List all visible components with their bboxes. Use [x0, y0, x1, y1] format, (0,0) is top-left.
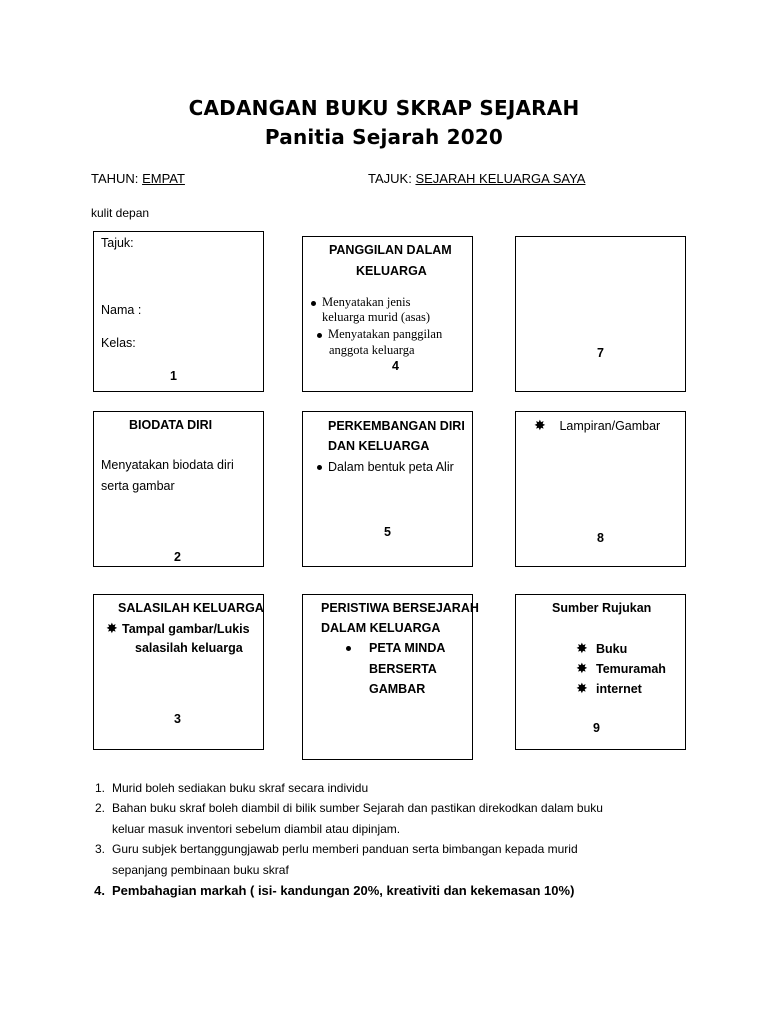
cover-tajuk-label: Tajuk:	[101, 236, 134, 250]
document-title: CADANGAN BUKU SKRAP SEJARAH	[188, 96, 580, 120]
bullet-item-cont: BERSERTA	[369, 662, 437, 676]
box-title: PERKEMBANGAN DIRI	[328, 419, 465, 433]
box-number: 5	[384, 525, 391, 539]
note-item-cont: keluar masuk inventori sebelum diambil atau dipinjam.	[112, 822, 401, 836]
note-item: 4. Pembahagian markah ( isi- kandungan 20%, kreativiti dan kekemasan 10%)	[94, 883, 575, 898]
box-title: KELUARGA	[356, 264, 427, 278]
box-1-cover	[93, 231, 264, 392]
bullet-icon	[317, 333, 322, 338]
box-number: 4	[392, 359, 399, 373]
asterisk-bullet-icon: ✸	[534, 417, 546, 433]
tajuk-field	[368, 171, 585, 186]
star-item: ✸ internet	[576, 680, 642, 696]
box-text: serta gambar	[101, 479, 175, 493]
asterisk-bullet-icon: ✸	[576, 660, 588, 676]
note-item: 3. Guru subjek bertanggungjawab perlu memberi panduan serta bimbangan kepada murid	[94, 842, 578, 856]
cover-nama-label: Nama :	[101, 303, 142, 317]
note-item-cont: sepanjang pembinaan buku skraf	[112, 863, 289, 877]
asterisk-bullet-icon: ✸	[106, 620, 118, 636]
tajuk-value: SEJARAH KELUARGA SAYA	[415, 171, 586, 186]
box-7-blank	[515, 236, 686, 392]
box-number: 2	[174, 550, 181, 564]
bullet-item-cont: keluarga murid (asas)	[322, 310, 431, 324]
note-item: 1. Murid boleh sediakan buku skraf secara individu	[94, 781, 369, 795]
bullet-item-cont: GAMBAR	[369, 682, 426, 696]
box-number: 8	[597, 531, 604, 545]
box-9-sumber	[515, 594, 686, 750]
star-item-cont: salasilah keluarga	[135, 641, 243, 655]
box-number: 1	[170, 369, 177, 383]
bullet-icon	[311, 301, 316, 306]
bullet-icon	[346, 646, 351, 651]
box-8-lampiran	[515, 411, 686, 567]
bullet-item: Menyatakan panggilan	[317, 327, 442, 342]
box-number: 7	[597, 346, 604, 360]
box-title: SALASILAH KELUARGA	[118, 601, 264, 615]
tahun-field	[91, 171, 185, 186]
box-title: PERISTIWA BERSEJARAH	[321, 601, 479, 615]
tajuk-label: TAJUK:	[368, 171, 412, 186]
box-2-biodata	[93, 411, 264, 567]
tahun-label: TAHUN:	[91, 171, 139, 186]
box-3-salasilah	[93, 594, 264, 750]
box-title: PANGGILAN DALAM	[329, 243, 452, 257]
box-title: DAN KELUARGA	[328, 439, 430, 453]
box-text: Menyatakan biodata diri	[101, 458, 234, 472]
star-item: ✸ Lampiran/Gambar	[534, 417, 661, 433]
box-title: DALAM KELUARGA	[321, 621, 441, 635]
star-item: ✸ Tampal gambar/Lukis	[106, 620, 250, 636]
document-subtitle: Panitia Sejarah 2020	[264, 125, 504, 149]
note-item: 2. Bahan buku skraf boleh diambil di bilik sumber Sejarah dan pastikan direkodkan dalam buku	[94, 801, 603, 815]
box-number: 3	[174, 712, 181, 726]
asterisk-bullet-icon: ✸	[576, 640, 588, 656]
box-5-perkembangan	[302, 411, 473, 567]
box-4-panggilan	[302, 236, 473, 392]
box-title: BIODATA DIRI	[129, 418, 213, 432]
star-item: ✸ Temuramah	[576, 660, 666, 676]
star-item: ✸ Buku	[576, 640, 628, 656]
box-title: Sumber Rujukan	[552, 601, 652, 615]
box-number: 9	[593, 721, 600, 735]
bullet-item: Menyatakan jenis	[311, 295, 411, 310]
bullet-item: PETA MINDA	[346, 638, 445, 658]
tahun-value: EMPAT	[142, 171, 185, 186]
bullet-item-cont: anggota keluarga	[329, 343, 415, 357]
box-6-peristiwa	[302, 594, 479, 760]
bullet-item: Dalam bentuk peta Alir	[317, 457, 454, 477]
asterisk-bullet-icon: ✸	[576, 680, 588, 696]
cover-kelas-label: Kelas:	[101, 336, 136, 350]
bullet-icon	[317, 465, 322, 470]
cover-label: kulit depan	[91, 206, 150, 220]
